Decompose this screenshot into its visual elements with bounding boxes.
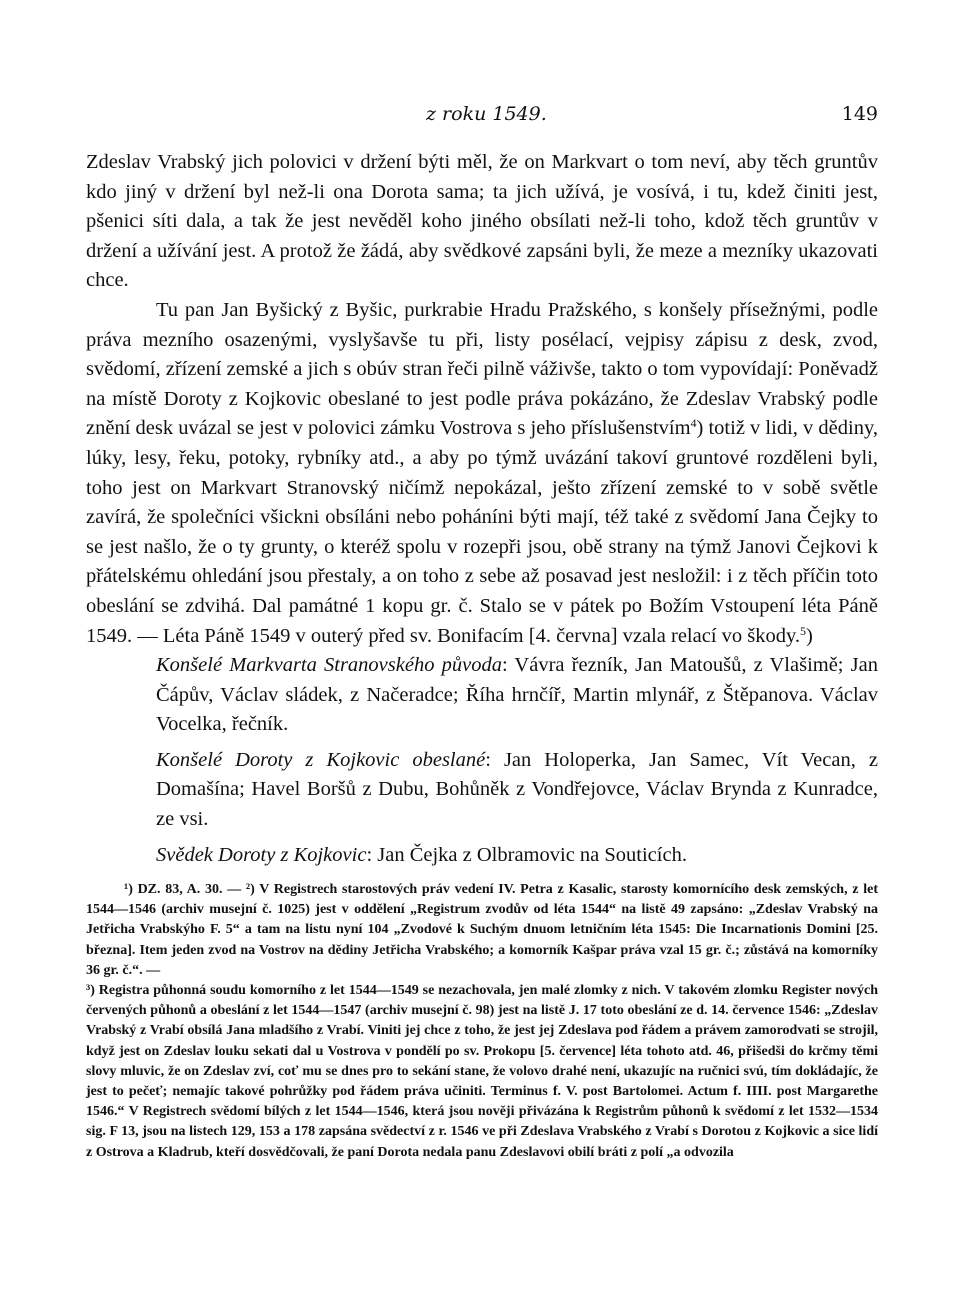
signatory-label: Svědek Doroty z Kojkovic [156, 843, 367, 866]
signatory-block [86, 746, 878, 835]
paragraph-1: Zdeslav Vrabský jich polovici v držení býti měl, že on Markvart o tom neví, aby těch gruntův kdo jiný v držení byl než-li ona Dorota sama; ta jich užívá, je vosívá, i tu, kdež činiti jest, pšenici síti dala, a tak že jest nevěděl koho jiného obsílati než-li toho, kdož těch gruntův v držení a užívání jest. A protož že žádá, aby svědkové zapsáni byli, že meze a mezníky ukazovati chce. [86, 151, 878, 292]
main-text [86, 148, 878, 870]
signatory-names: : Jan Holoperka, Jan Samec, Vít Vecan, z Domašína; Havel Boršů z Dubu, Bohůněk z Vondřejovce, Václav Brynda z Kunradce, ze vsi. [156, 748, 878, 831]
page-header [86, 103, 878, 133]
footnotes [86, 880, 878, 1163]
signatory-names: : Vávra řezník, Jan Matoušů, z Vlašimě; Jan Čápův, Václav sládek, z Načeradce; Říha hrnčíř, Martin mlynář, z Štěpanova. Václav Vocelka, řečník. [156, 654, 878, 736]
footnote-3: ³) Registra půhonná soudu komorního z let 1544—1549 se nezachovala, jen malé zlomky z nich. V takovém zlomku Register nových červených půhonů a obeslání z let 1544—1547 (archiv musejní č. 98) jest na listě J. 17 toto obeslání ze d. 14. července 1546: „Zdeslav Vrabský z Vrabí obsílá Jana mladšího z Vrabí. Viniti jej chce z toho, že jest jej Zdeslava pod řádem a právem zamorodvati se strojil, když jest on Zdeslav louku sekati dal u Vostrova v pondělí po sv. Prokopu [5. července] léta tohoto atd. 46, přišedši do krčmy těmi slovy mluvic, že on Zdeslav zví, coť mu se dnes pro to sekání stane, že volovo drahé není, ukazujíc na ručnici svú, tím dokládajíc, že jest to pečeť; nemajíc takové pohrůžky pod řádem práva učiniti. Terminus f. V. post Bartolomei. Actum f. IIII. post Margarethe 1546.“ V Registrech svědomí bílých z let 1544—1546, která jsou nověji přivázána k Registrům půhonů k svědomí z let 1532—1534 sig. F 13, jsou na listech 129, 153 a 178 zapsána svědectví z r. 1546 ve při Zdeslava Vrabského z Vrabí s Dorotou z Kojkovic a sice lidí z Ostrova a Kladrub, kteří dosvědčovali, že paní Dorota nedala panu Zdeslavovi obilí bráti z polí „a odvozila [86, 983, 878, 1160]
footnote-1-2: ¹) DZ. 83, A. 30. — ²) V Registrech starostových práv vedení IV. Petra z Kasalic, starosty komornícího desk zemských, z let 1544—1546 (archiv musejní č. 1025) jest v oddělení „Registrum zvodův od léta 1544“ na listě 49 zapsáno: „Zdeslav Vrabský na Jetřicha Vrabskýho F. 5“ a tam na listu nyní 104 „Zvodové k Suchým dnuom letničním léta 1545: Die Incarnationis Domini [25. března]. Item jeden zvod na Vostrov na dědiny Jetřicha Vrabského; a komorník Kašpar práva vzal 15 gr. č.; zůstává na komorníky 36 gr. č.“. — [86, 882, 878, 978]
paragraph-2-part-a: Tu pan Jan Byšický z Byšic, purkrabie Hradu Pražského, s konšely přísežnými, podle práva mezního osazenými, vyslyšavše tu při, listy posélací, vejpisy zápisu z desk, zvod, svědomí, zřízení zemské a jich s obúv stran řeči pilně váživše, takto o tom vypovídají: Poněvadž na místě Doroty z Kojkovic obeslané to jest podle práva pokázáno, že Zdeslav Vrabský podle znění desk uvázal se jest v polovici zámku Vostrova s jeho příslušenstvím [86, 298, 878, 440]
paragraph-2 [86, 296, 878, 651]
running-title: z roku 1549. [426, 103, 547, 125]
paragraph-2-part-b: ) totiž v lidi, v dědiny, lúky, lesy, řeku, potoky, rybníky atd., a aby po týmž uvázání takoví gruntové rozděleni byli, toho jest on Markvart Stranovský ničímž nepokázal, ješto zřízení zemské to v sobě světle zavírá, že společníci všickni obsíláni nebo poháníni býti mají, též také z svědomí Jana Čejky to se jest našlo, že o ty grunty, o kteréž spolu v rozepři jsou, obě strany na týmž Janovi Čejkovi k přátelskému ohledání jsou přestaly, a on toho z sebe až posavad jest nesložil: i z těch příčin toto obeslání se zdvihá. Dal památné 1 kopu gr. č. Stalo se v pátek po Božím Vstoupení léta Páně 1549. — Léta Páně 1549 v outerý před sv. Bonifacím [4. června] vzala relací vo škody. [86, 417, 878, 647]
footnote-ref-5: 5 [800, 623, 807, 638]
page-number: 149 [841, 103, 878, 125]
signatory-names: : Jan Čejka z Olbramovic na Souticích. [366, 843, 687, 866]
signatory-label: Konšelé Markvarta Stranovského původa [156, 654, 502, 677]
paragraph-2-end: ) [806, 624, 813, 647]
footnote-ref-4: 4 [690, 416, 697, 431]
signatory-label: Konšelé Doroty z Kojkovic obeslané [156, 748, 486, 771]
signatory-block [86, 841, 878, 871]
signatory-block [86, 651, 878, 740]
